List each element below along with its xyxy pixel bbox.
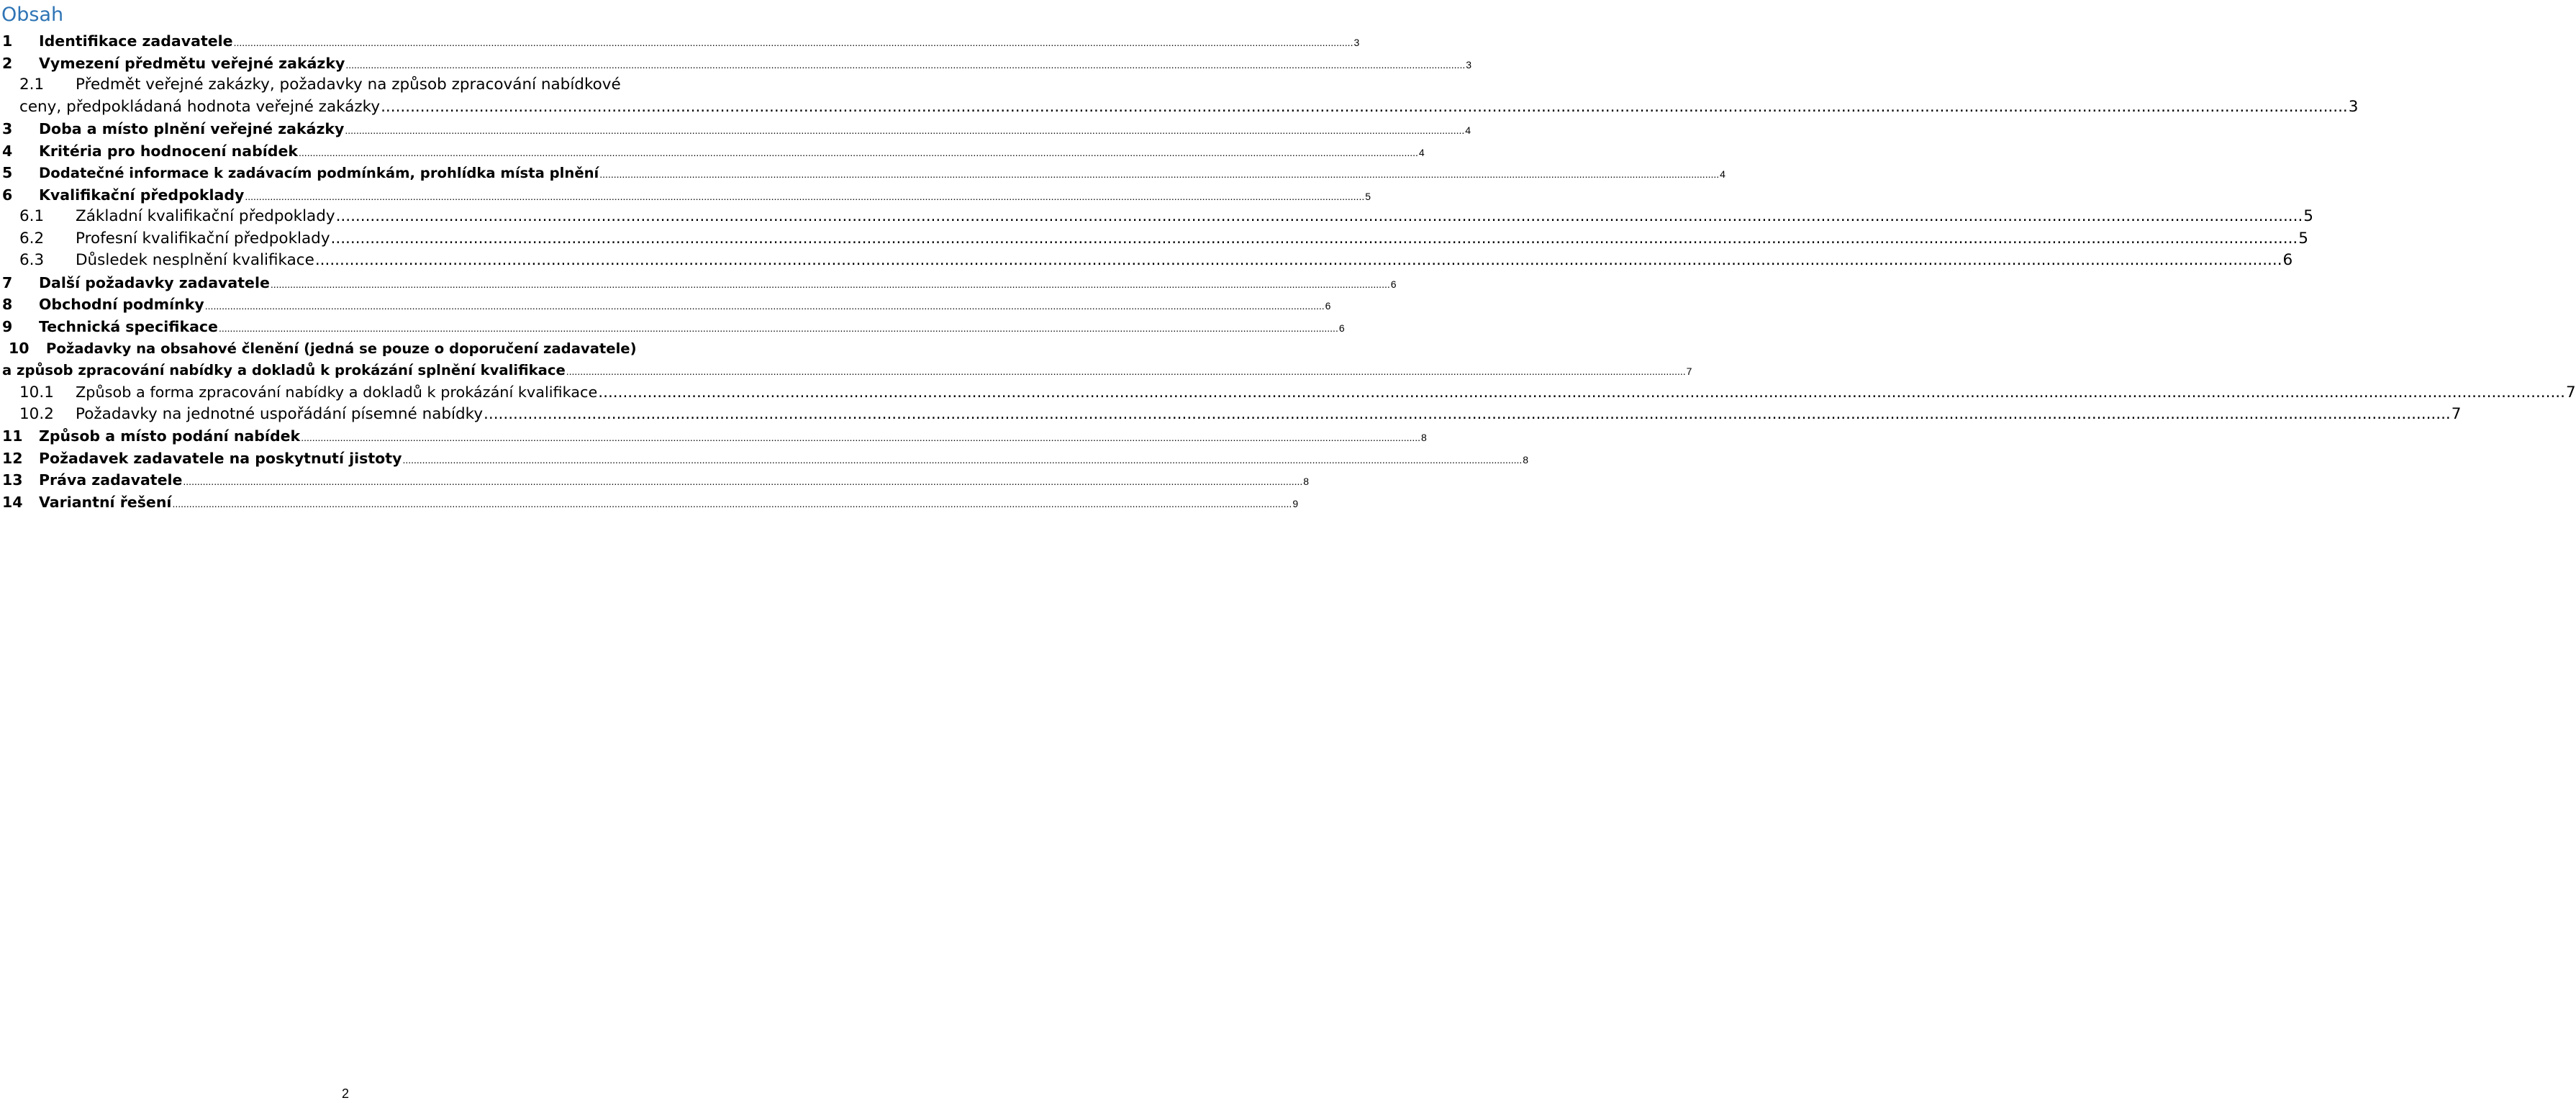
toc-entry-title: Kvalifikační předpoklady (39, 186, 245, 204)
toc-entry-page: 8 (1421, 432, 1427, 443)
toc-entry-number: 10.1 (19, 383, 54, 401)
toc-entry-number: 4 (2, 142, 13, 160)
dot-leader: ................................................................................................................................................................................................................................................................................................................................................................................................................ (599, 168, 1720, 180)
toc-entry-number: 5 (2, 164, 13, 181)
toc-entry-page: 6 (1338, 322, 1345, 334)
toc-entry-title-line1: Požadavky na obsahové členění (jedná se pouze o doporučení zadavatele) (46, 340, 637, 357)
toc-entry-title: Způsob a místo podání nabídek (39, 427, 301, 445)
toc-entry-page: 5 (2298, 229, 2308, 248)
toc-entry-page: 3 (1353, 37, 1360, 48)
toc-entry-title: Vymezení předmětu veřejné zakázky (39, 54, 345, 72)
toc-entry-number: 6 (2, 186, 13, 204)
toc-entry-number: 12 (2, 449, 23, 467)
toc-entry-title: Práva zadavatele (39, 471, 183, 489)
toc-entry-title: Obchodní podmínky (39, 296, 204, 313)
toc-entry-page: 3 (2348, 97, 2359, 116)
toc-entry[interactable] (0, 140, 1425, 163)
toc-entry-title: Kritéria pro hodnocení nabídek (39, 142, 299, 160)
toc-entry-number: 8 (2, 296, 13, 313)
toc-entry-title-line2: a způsob zpracování nabídky a dokladů k prokázání splnění kvalifikace (2, 361, 566, 378)
toc-entry-title: Profesní kvalifikační předpoklady (76, 229, 330, 248)
toc-entry-number: 6.1 (19, 207, 45, 225)
toc-entry[interactable] (0, 118, 1471, 140)
toc-entry[interactable] (0, 491, 1299, 514)
toc-entry-page: 7 (2451, 404, 2462, 423)
toc-entry-title: Doba a místo plnění veřejné zakázky (39, 120, 345, 137)
dot-leader: ................................................................................................................................................................................................................................................................................................................................................................................................................ (245, 190, 1365, 202)
toc-entry-number: 1 (2, 32, 13, 50)
toc-entry-page: 9 (1292, 497, 1299, 509)
dot-leader: ................................................................................................................................................................................................................................................................................................................................................................................................................ (204, 300, 1325, 312)
toc-entry[interactable] (0, 381, 2576, 404)
toc-entry-number: 13 (2, 471, 23, 489)
toc-entry[interactable] (0, 337, 1692, 381)
toc-entry-title-line1: Předmět veřejné zakázky, požadavky na způsob zpracování nabídkové (76, 76, 621, 94)
toc-entry[interactable] (0, 448, 1529, 470)
toc-entry[interactable] (0, 250, 2293, 272)
toc-entry[interactable] (0, 469, 1310, 491)
dot-leader: ................................................................................................................................................................................................................................................................................................................................................................................................................ (330, 229, 2298, 248)
dot-leader: ................................................................................................................................................................................................................................................................................................................................................................................................................ (270, 278, 1390, 290)
toc-entry-number: 3 (2, 120, 13, 137)
toc-entry-title-line2: ceny, předpokládaná hodnota veřejné zakázky (19, 97, 381, 116)
toc-entry[interactable] (0, 228, 2308, 250)
toc-entry-title: Způsob a forma zpracování nabídky a dokladů k prokázání kvalifikace (76, 383, 598, 401)
table-of-contents (0, 30, 2576, 513)
dot-leader: ................................................................................................................................................................................................................................................................................................................................................................................................................ (598, 383, 2565, 401)
dot-leader: ................................................................................................................................................................................................................................................................................................................................................................................................................ (345, 124, 1465, 136)
toc-entry[interactable] (0, 425, 1427, 448)
toc-entry-title: Požadavek zadavatele na poskytnutí jistoty (39, 449, 402, 467)
toc-entry-page: 6 (1325, 300, 1331, 312)
toc-entry[interactable] (0, 316, 1345, 338)
dot-leader: ................................................................................................................................................................................................................................................................................................................................................................................................................ (381, 97, 2348, 116)
toc-entry-number: 7 (2, 273, 13, 291)
toc-entry-title: Identifikace zadavatele (39, 32, 233, 50)
toc-entry-page: 4 (1418, 146, 1425, 158)
toc-entry-number: 9 (2, 317, 13, 335)
toc-entry-page: 4 (1720, 168, 1725, 180)
toc-entry[interactable] (0, 53, 1472, 75)
toc-entry[interactable] (0, 404, 2462, 426)
toc-entry-number: 14 (2, 493, 23, 511)
dot-leader: ................................................................................................................................................................................................................................................................................................................................................................................................................ (172, 497, 1292, 509)
toc-entry-title: Základní kvalifikační předpoklady (76, 207, 335, 225)
toc-entry-number: 2 (2, 54, 13, 72)
toc-entry-title: Důsledek nesplnění kvalifikace (76, 251, 314, 269)
dot-leader: ................................................................................................................................................................................................................................................................................................................................................................................................................ (484, 404, 2451, 423)
toc-entry-number: 10 (9, 340, 30, 357)
toc-entry-title: Požadavky na jednotné uspořádání písemné nabídky (76, 404, 484, 423)
toc-heading: Obsah (1, 4, 64, 26)
dot-leader: ................................................................................................................................................................................................................................................................................................................................................................................................................ (402, 453, 1523, 466)
toc-entry-page: 6 (1390, 278, 1397, 290)
dot-leader: ................................................................................................................................................................................................................................................................................................................................................................................................................ (299, 146, 1418, 158)
toc-entry-title: Variantní řešení (39, 493, 172, 511)
dot-leader: ................................................................................................................................................................................................................................................................................................................................................................................................................ (218, 322, 1338, 334)
toc-entry-title: Dodatečné informace k zadávacím podmínkám, prohlídka místa plnění (39, 165, 599, 181)
toc-entry[interactable] (0, 294, 1331, 316)
toc-entry-page: 3 (1466, 58, 1472, 71)
dot-leader: ................................................................................................................................................................................................................................................................................................................................................................................................................ (183, 476, 1303, 487)
toc-entry[interactable] (0, 272, 1397, 294)
dot-leader: ................................................................................................................................................................................................................................................................................................................................................................................................................ (233, 37, 1353, 48)
toc-entry-page: 7 (2565, 383, 2576, 401)
toc-entry-title: Technická specifikace (39, 317, 218, 335)
toc-entry-title: Další požadavky zadavatele (39, 273, 270, 291)
toc-entry[interactable] (0, 74, 2359, 118)
toc-entry[interactable] (0, 162, 1725, 184)
toc-entry-page: 5 (1365, 190, 1371, 202)
toc-entry-page: 7 (1686, 365, 1692, 377)
toc-entry-page: 8 (1523, 453, 1529, 466)
toc-entry-number: 6.2 (19, 229, 45, 248)
toc-entry-number: 10.2 (19, 404, 54, 423)
toc-entry-number: 11 (2, 427, 23, 445)
toc-entry-page: 5 (2303, 207, 2313, 225)
toc-entry[interactable] (0, 184, 1371, 206)
dot-leader: ................................................................................................................................................................................................................................................................................................................................................................................................................ (314, 251, 2282, 269)
toc-entry-page: 6 (2282, 251, 2293, 269)
toc-entry-page: 4 (1465, 124, 1471, 136)
dot-leader: ................................................................................................................................................................................................................................................................................................................................................................................................................ (566, 365, 1686, 377)
dot-leader: ................................................................................................................................................................................................................................................................................................................................................................................................................ (335, 207, 2303, 225)
dot-leader: ................................................................................................................................................................................................................................................................................................................................................................................................................ (345, 58, 1466, 71)
toc-entry-number: 2.1 (19, 76, 45, 94)
dot-leader: ................................................................................................................................................................................................................................................................................................................................................................................................................ (301, 432, 1421, 443)
toc-entry-number: 6.3 (19, 251, 45, 269)
page-number: 2 (341, 1086, 349, 1101)
toc-entry[interactable] (0, 30, 1360, 53)
toc-entry[interactable] (0, 206, 2313, 228)
toc-entry-page: 8 (1303, 476, 1310, 487)
